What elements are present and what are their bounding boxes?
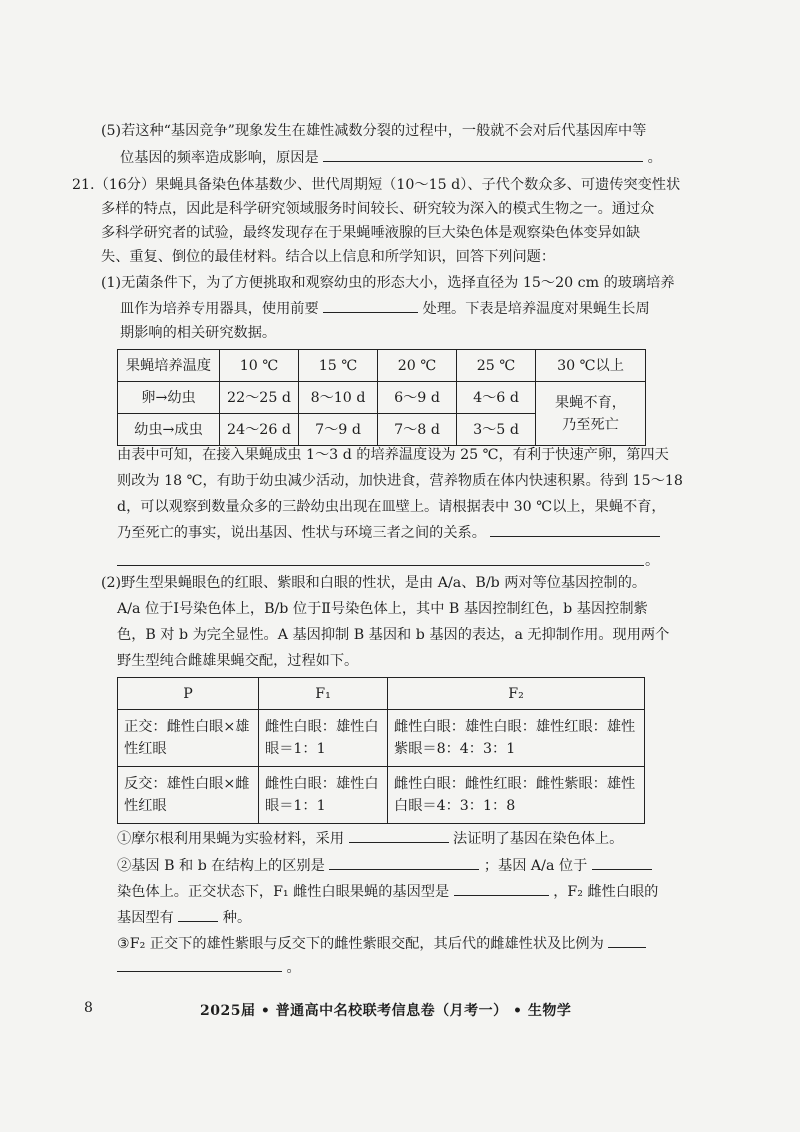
cell-line: 眼＝1：1	[265, 741, 326, 757]
answer-blank[interactable]	[329, 855, 479, 870]
table-header: 15 ℃	[299, 350, 378, 382]
q21-sub-2-cont	[117, 881, 658, 903]
table-cell: 7～9 d	[299, 414, 378, 446]
footer-title: 2025届 • 普通高中名校联考信息卷（月考一） • 生物学	[200, 1003, 572, 1019]
sub-3-text: ③F₂ 正交下的雄性紫眼与反交下的雌性紫眼交配，其后代的雌雄性状及比例为	[117, 936, 604, 952]
table-header: 20 ℃	[378, 350, 457, 382]
answer-blank[interactable]	[117, 565, 644, 566]
table-cell: 7～8 d	[378, 414, 457, 446]
q21-p2-line-1: (2)野生型果蝇眼色的红眼、紫眼和白眼的性状，是由 A/a、B/b 两对等位基因控制的。	[101, 575, 647, 591]
sub-2-text-f: 种。	[222, 910, 252, 926]
q21-p1b-line-4-text: 乃至死亡的事实，说出基因、性状与环境三者之间的关系。	[117, 525, 486, 541]
temperature-table	[117, 349, 646, 446]
merged-line-1: 果蝇不育，	[555, 394, 626, 411]
q21-intro-line-1: 21.（16分）果蝇具备染色体基数少、世代周期短（10～15 d）、子代个数众多、可遗传突变性状	[72, 177, 681, 193]
q21-p1-line-1: (1)无菌条件下，为了方便挑取和观察幼虫的形态大小，选择直径为 15～20 cm 的玻璃培养	[101, 275, 675, 291]
cell-line: 性红眼	[124, 798, 167, 814]
merged-line-2: 乃至死亡	[562, 416, 619, 433]
answer-blank[interactable]	[349, 828, 449, 843]
cell-line: 雌性白眼：雄性白眼：雄性红眼：雄性	[394, 719, 636, 735]
q21-sub-2	[117, 855, 652, 877]
cell-line: 雌性白眼：雄性白	[265, 776, 379, 792]
page-number: 8	[84, 1000, 93, 1016]
table-cell: 卵→幼虫	[118, 382, 220, 414]
table-cell	[118, 767, 259, 824]
cell-line: 紫眼＝8：4：3：1	[394, 741, 516, 757]
table-merged-cell	[536, 382, 646, 446]
q21-intro-line-3: 多科学研究者的试验，最终发现存在于果蝇唾液腺的巨大染色体是观察染色体变异如缺	[101, 225, 641, 241]
cross-table	[117, 677, 645, 824]
answer-blank[interactable]	[454, 881, 549, 896]
table-cell	[388, 710, 645, 767]
q21-p1b-line-2: 则改为 18 ℃，有助于幼虫减少活动，加快进食，营养物质在体内快速积累。待到 15～18	[117, 473, 683, 489]
table-header: P	[118, 678, 259, 710]
cell-line: 雌性白眼：雌性红眼：雌性紫眼：雄性	[394, 776, 636, 792]
sub-2-text-c: 染色体上。正交状态下，F₁ 雌性白眼果蝇的基因型是	[117, 884, 450, 900]
q21-sub-3	[117, 933, 646, 955]
table-cell: 4～6 d	[457, 382, 536, 414]
cell-line: 正交：雌性白眼×雄	[124, 719, 250, 735]
q21-p2-line-4: 野生型纯合雌雄果蝇交配，过程如下。	[117, 653, 359, 669]
sub-2-text-a: ②基因 B 和 b 在结构上的区别是	[117, 858, 325, 874]
q21-p1-line-2a: 皿作为培养专用器具，使用前要	[120, 301, 319, 317]
table-header: F₂	[388, 678, 645, 710]
q21-p1b-line-1: 由表中可知，在接入果蝇成虫 1～3 d 的培养温度设为 25 ℃，有利于快速产卵，第四天	[117, 447, 669, 463]
q21-p1b-line-4	[117, 522, 660, 544]
cell-line: 反交：雄性白眼×雌	[124, 776, 250, 792]
q5-end: 。	[647, 150, 662, 166]
q21-p1-line-2	[120, 298, 650, 320]
cell-line: 雌性白眼：雄性白	[265, 719, 379, 735]
answer-blank[interactable]	[608, 933, 646, 948]
q21-p1-end: 。	[645, 553, 660, 569]
answer-blank[interactable]	[117, 957, 282, 972]
table-cell: 幼虫→成虫	[118, 414, 220, 446]
table-header: 果蝇培养温度	[118, 350, 220, 382]
q21-intro-line-4: 失、重复、倒位的最佳材料。结合以上信息和所学知识，回答下列问题：	[101, 249, 556, 265]
sub-3-end: 。	[286, 960, 301, 976]
table-cell: 24～26 d	[220, 414, 299, 446]
sub-2-text-e: 基因型有	[117, 910, 174, 926]
q21-p1-line-2b: 处理。下表是培养温度对果蝇生长周	[422, 301, 650, 317]
table-header: 10 ℃	[220, 350, 299, 382]
cell-line: 眼＝1：1	[265, 798, 326, 814]
table-cell: 8～10 d	[299, 382, 378, 414]
cell-line: 白眼＝4：3：1：8	[394, 798, 516, 814]
sub-1-text-a: ①摩尔根利用果蝇为实验材料，采用	[117, 831, 345, 847]
table-cell: 6～9 d	[378, 382, 457, 414]
q21-sub-1	[117, 828, 623, 850]
q21-sub-3-cont	[117, 957, 301, 979]
q5-line-1: (5)若这种“基因竞争”现象发生在雄性减数分裂的过程中，一般就不会对后代基因库中等	[101, 123, 647, 139]
table-header: 25 ℃	[457, 350, 536, 382]
table-cell	[259, 710, 388, 767]
q5-line-2-text: 位基因的频率造成影响，原因是	[120, 150, 319, 166]
answer-blank[interactable]	[592, 855, 652, 870]
q21-p1-line-3: 期影响的相关研究数据。	[120, 325, 277, 341]
table-cell: 3～5 d	[457, 414, 536, 446]
sub-1-text-b: 法证明了基因在染色体上。	[453, 831, 624, 847]
q5-line-2	[120, 147, 662, 169]
table-header: 30 ℃以上	[536, 350, 646, 382]
table-cell	[118, 710, 259, 767]
sub-2-text-d: ，F₂ 雌性白眼的	[553, 884, 659, 900]
table-cell	[259, 767, 388, 824]
q21-p2-line-2: A/a 位于Ⅰ号染色体上，B/b 位于Ⅱ号染色体上，其中 B 基因控制红色，b 基因控制紫	[117, 601, 648, 617]
answer-blank[interactable]	[323, 298, 418, 313]
table-header: F₁	[259, 678, 388, 710]
cell-line: 性红眼	[124, 741, 167, 757]
q21-p1b-line-3: d，可以观察到数量众多的三龄幼虫出现在皿壁上。请根据表中 30 ℃以上，果蝇不育，	[117, 499, 666, 515]
answer-blank[interactable]	[178, 907, 218, 922]
q21-p2-line-3: 色，B 对 b 为完全显性。A 基因抑制 B 基因和 b 基因的表达，a 无抑制作用。现用两个	[117, 627, 670, 643]
q21-sub-2-cont-2	[117, 907, 251, 929]
sub-2-text-b: ；基因 A/a 位于	[483, 858, 588, 874]
table-cell	[388, 767, 645, 824]
q21-intro-line-2: 多样的特点，因此是科学研究领域服务时间较长、研究较为深入的模式生物之一。通过众	[101, 201, 655, 217]
answer-blank[interactable]	[490, 522, 660, 537]
table-cell: 22～25 d	[220, 382, 299, 414]
answer-blank[interactable]	[323, 147, 643, 162]
